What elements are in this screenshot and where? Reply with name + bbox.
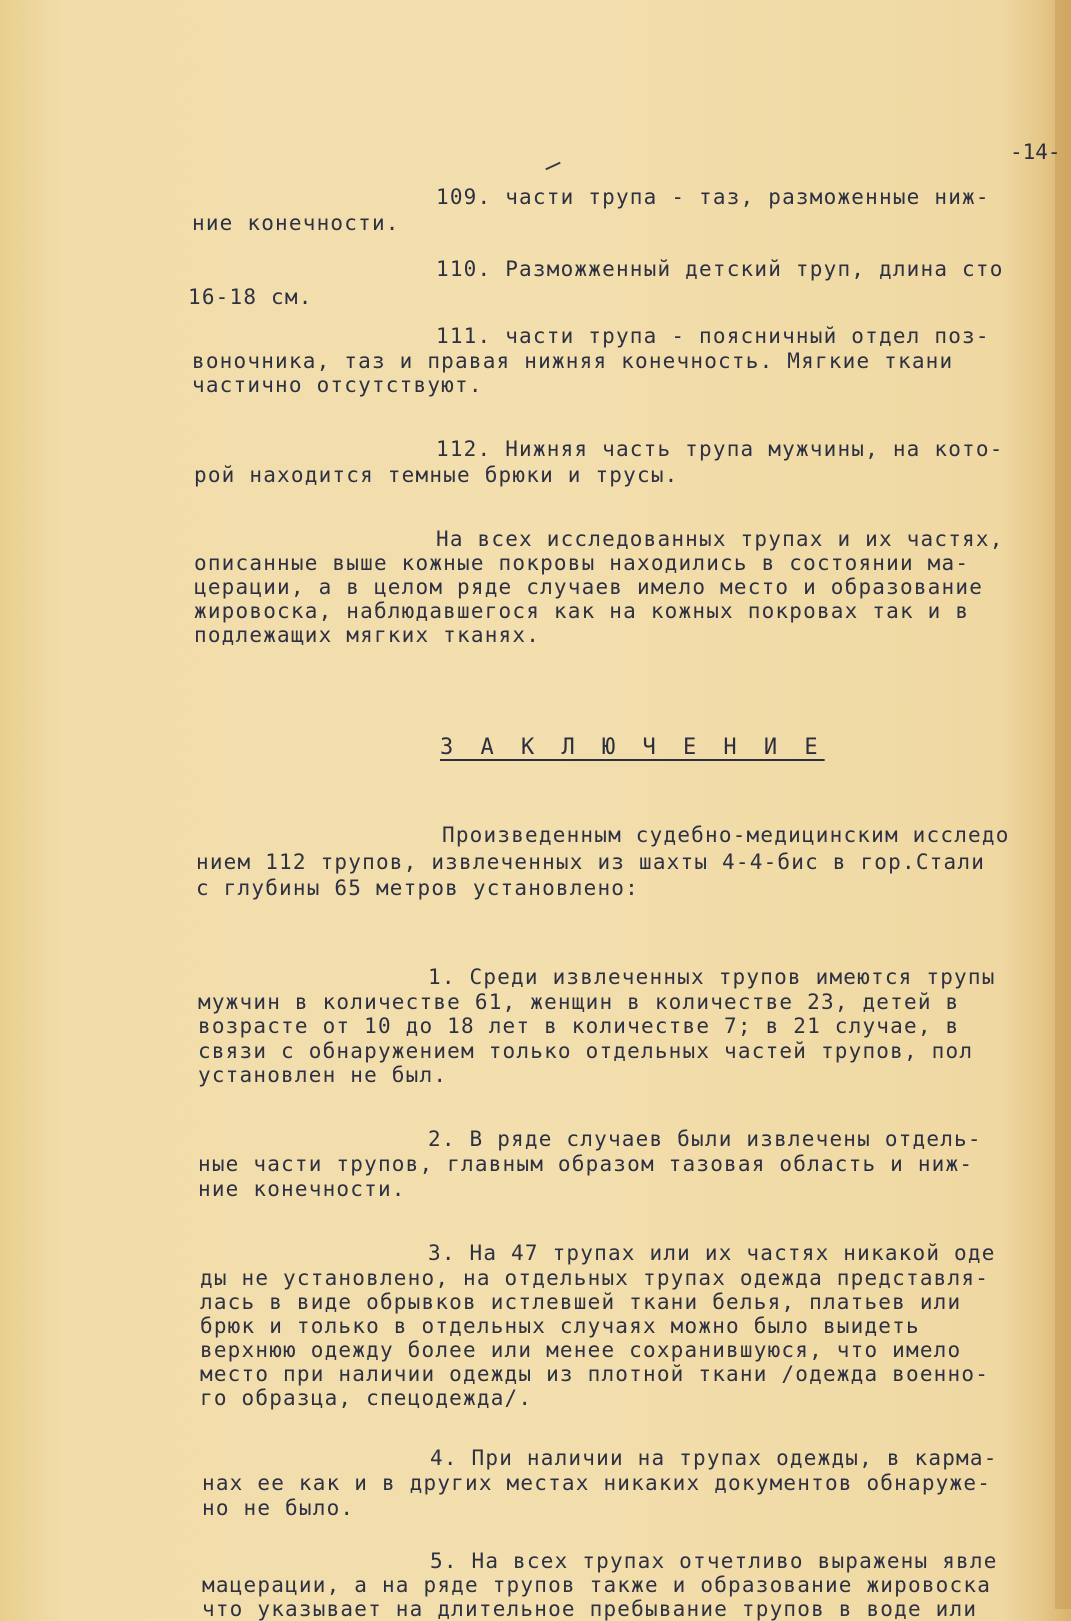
text-line: воночника, таз и правая нижняя конечность. Мягкие ткани [192,349,954,373]
text-line: Произведенным судебно-медицинским исследо [442,823,1010,847]
text-line: брюк и только в отдельных случаях можно было выидеть [200,1314,920,1338]
text-line: но не было. [202,1496,355,1520]
text-line: ды не установлено, на отдельных трупах одежда представля- [200,1266,990,1290]
text-line: рой находится темные брюки и трусы. [194,463,679,487]
text-line: 110. Разможженный детский труп, длина сто [436,257,1004,281]
text-line: 5. На всех трупах отчетливо выражены явле [430,1549,998,1573]
text-line: 109. части трупа - таз, разможенные ниж- [436,185,990,209]
pen-mark [545,162,560,171]
text-line: жировоска, наблюдавшегося как на кожных покровах так и в [194,599,970,623]
page-edge-stain [1057,0,1071,1609]
text-line: ные части трупов, главным образом тазовая область и ниж- [198,1152,974,1176]
text-line: с глубины 65 метров установлено: [196,876,639,900]
text-line: частично отсутствуют. [192,373,483,397]
text-line: установлен не был. [198,1063,448,1087]
page-fold [1055,0,1057,1609]
text-line: 1. Среди извлеченных трупов имеются трупы [428,965,996,989]
page-number: -14- [1010,140,1061,164]
text-line: что указывает на длительное пребывание трупов в воде или [202,1597,978,1621]
text-line: подлежащих мягких тканях. [194,623,541,647]
text-line: 111. части трупа - поясничный отдел поз- [436,324,990,348]
text-line: связи с обнаружением только отдельных частей трупов, пол [198,1039,974,1063]
text-line: мужчин в количестве 61, женщин в количестве 23, детей в [198,990,960,1014]
text-line: нием 112 трупов, извлеченных из шахты 4-4-бис в гор.Стали [196,850,986,874]
text-line: На всех исследованных трупах и их частях, [436,527,1004,551]
text-line: ние конечности. [192,211,400,235]
text-line: 4. При наличии на трупах одежды, в карма- [430,1446,998,1470]
text-line: описанные выше кожные покровы находились в состоянии ма- [194,551,970,575]
text-line: го образца, спецодежда/. [200,1386,533,1410]
text-line: место при наличии одежды из плотной ткани /одежда военно- [200,1362,990,1386]
text-line: 3. На 47 трупах или их частях никакой оде [428,1241,996,1265]
text-line: верхнюю одежду более или менее сохранившуюся, что имело [200,1338,962,1362]
text-line: ние конечности. [198,1177,406,1201]
text-line: 112. Нижняя часть трупа мужчины, на кото- [436,437,1004,461]
text-line: нах ее как и в других местах никаких документов обнаруже- [202,1471,992,1495]
text-line: церации, а в целом ряде случаев имело место и образование [194,575,984,599]
text-line: лась в виде обрывков истлевшей ткани белья, платьев или [200,1290,962,1314]
text-line: 2. В ряде случаев были извлечены отдель- [428,1127,982,1151]
text-line: мацерации, а на ряде трупов также и образование жировоска [202,1573,992,1597]
section-heading: З А К Л Ю Ч Е Н И Е [440,735,825,760]
text-line: 16-18 см. [188,285,313,309]
text-line: возрасте от 10 до 18 лет в количестве 7; в 21 случае, в [198,1014,960,1038]
